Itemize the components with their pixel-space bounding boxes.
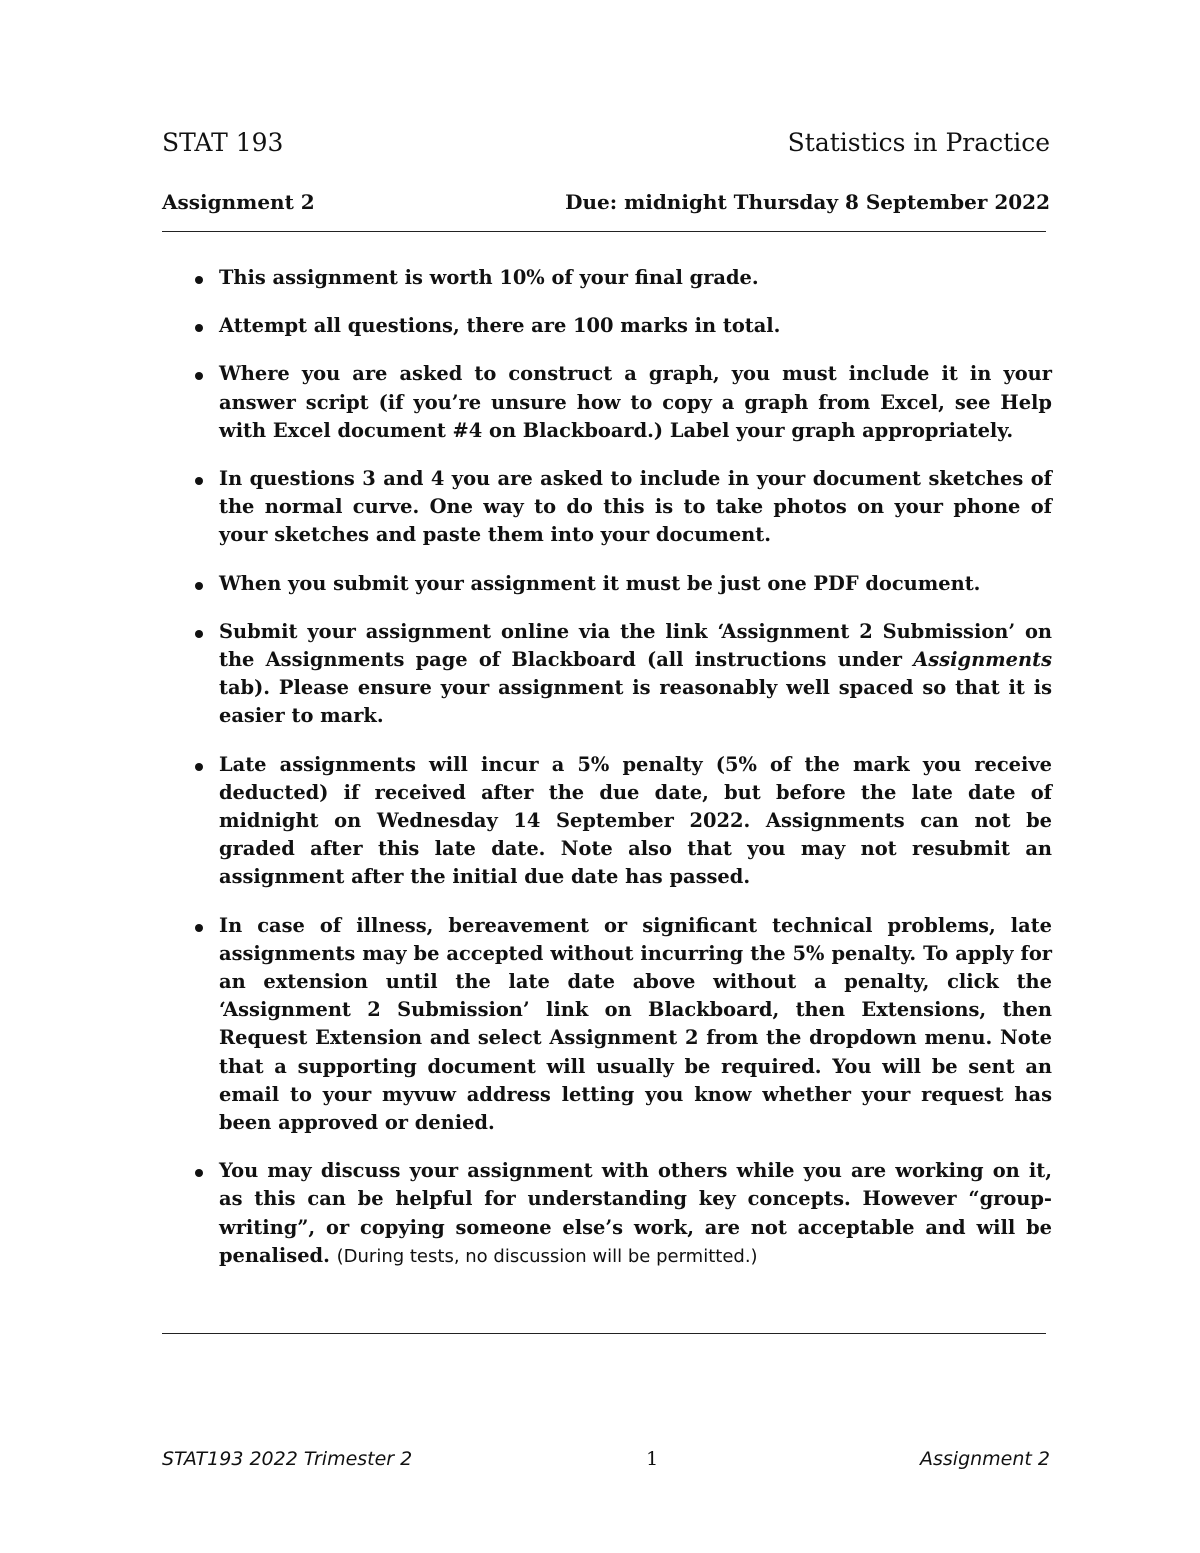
- bullet-icon: [195, 276, 203, 284]
- instruction-text: You may discuss your assignment with others while you are working on it, as this can be helpful for understanding key concepts. However “group-writing”, or copying someone else’s work, are not acceptable and will be penalised.: [219, 1159, 1052, 1267]
- page-footer: [162, 1448, 1050, 1470]
- bottom-divider: [162, 1333, 1046, 1334]
- list-item: [192, 570, 1052, 598]
- instruction-text-start: Submit your assignment online via the link ‘Assignment 2 Submission’ on the Assignments page of Blackboard (all instructions under: [219, 619, 1052, 672]
- list-item: [192, 1157, 1052, 1271]
- assignment-name: Assignment 2: [162, 190, 315, 214]
- list-item: [192, 751, 1052, 892]
- instruction-text: In case of illness, bereavement or significant technical problems, late assignments may be accepted without incurring the 5% penalty. To apply for an extension until the late date above without a penalty, click the ‘Assignment 2 Submission’ link on Blackboard, then Extensions, then Request Extension and select Assignment 2 from the dropdown menu. Note that a supporting document will usually be required. You will be sent an email to your myvuw address letting you know whether your request has been approved or denied.: [219, 913, 1052, 1135]
- assignments-tab-emphasis: Assignments: [913, 648, 1052, 672]
- instruction-text: Late assignments will incur a 5% penalty (5% of the mark you receive deducted) if received after the due date, but before the late date of midnight on Wednesday 14 September 2022. Assignments can not be graded after this late date. Note also that you may not resubmit an assignment after the initial due date has passed.: [219, 752, 1052, 889]
- top-divider: [162, 231, 1046, 232]
- instruction-text: This assignment is worth 10% of your final grade.: [219, 266, 759, 289]
- footer-assignment: Assignment 2: [920, 1448, 1050, 1470]
- list-item: [192, 360, 1052, 445]
- bullet-icon: [195, 324, 203, 332]
- instruction-text-end: tab). Please ensure your assignment is reasonably well spaced so that it is easier to mark.: [219, 676, 1052, 728]
- list-item: [192, 264, 1052, 292]
- course-code: STAT 193: [162, 128, 284, 157]
- instruction-text: Where you are asked to construct a graph, you must include it in your answer script (if you’re unsure how to copy a graph from Excel, see Help with Excel document #4 on Blackboard.) Label your graph appropriately.: [219, 362, 1052, 442]
- bullet-icon: [195, 477, 203, 485]
- instructions-list: [192, 264, 1052, 1291]
- bullet-icon: [195, 372, 203, 380]
- assignment-header: [162, 190, 1050, 214]
- footer-course-term: STAT193 2022 Trimester 2: [162, 1448, 413, 1470]
- instruction-text: Attempt all questions, there are 100 marks in total.: [219, 314, 781, 338]
- list-item: [192, 465, 1052, 550]
- bullet-icon: [195, 630, 203, 638]
- course-header: [162, 128, 1050, 157]
- course-title: Statistics in Practice: [787, 128, 1050, 157]
- bullet-icon: [195, 924, 203, 932]
- discussion-note: (During tests, no discussion will be permitted.): [336, 1245, 758, 1267]
- instruction-text: When you submit your assignment it must be just one PDF document.: [219, 571, 981, 595]
- list-item: [192, 912, 1052, 1138]
- instruction-text: In questions 3 and 4 you are asked to include in your document sketches of the normal curve. One way to do this is to take photos on your phone of your sketches and paste them into your document.: [219, 467, 1052, 547]
- bullet-icon: [195, 763, 203, 771]
- list-item: [192, 312, 1052, 340]
- due-date: Due: midnight Thursday 8 September 2022: [565, 190, 1050, 214]
- page-number: 1: [646, 1448, 659, 1470]
- bullet-icon: [195, 582, 203, 590]
- bullet-icon: [195, 1169, 203, 1177]
- list-item: [192, 618, 1052, 731]
